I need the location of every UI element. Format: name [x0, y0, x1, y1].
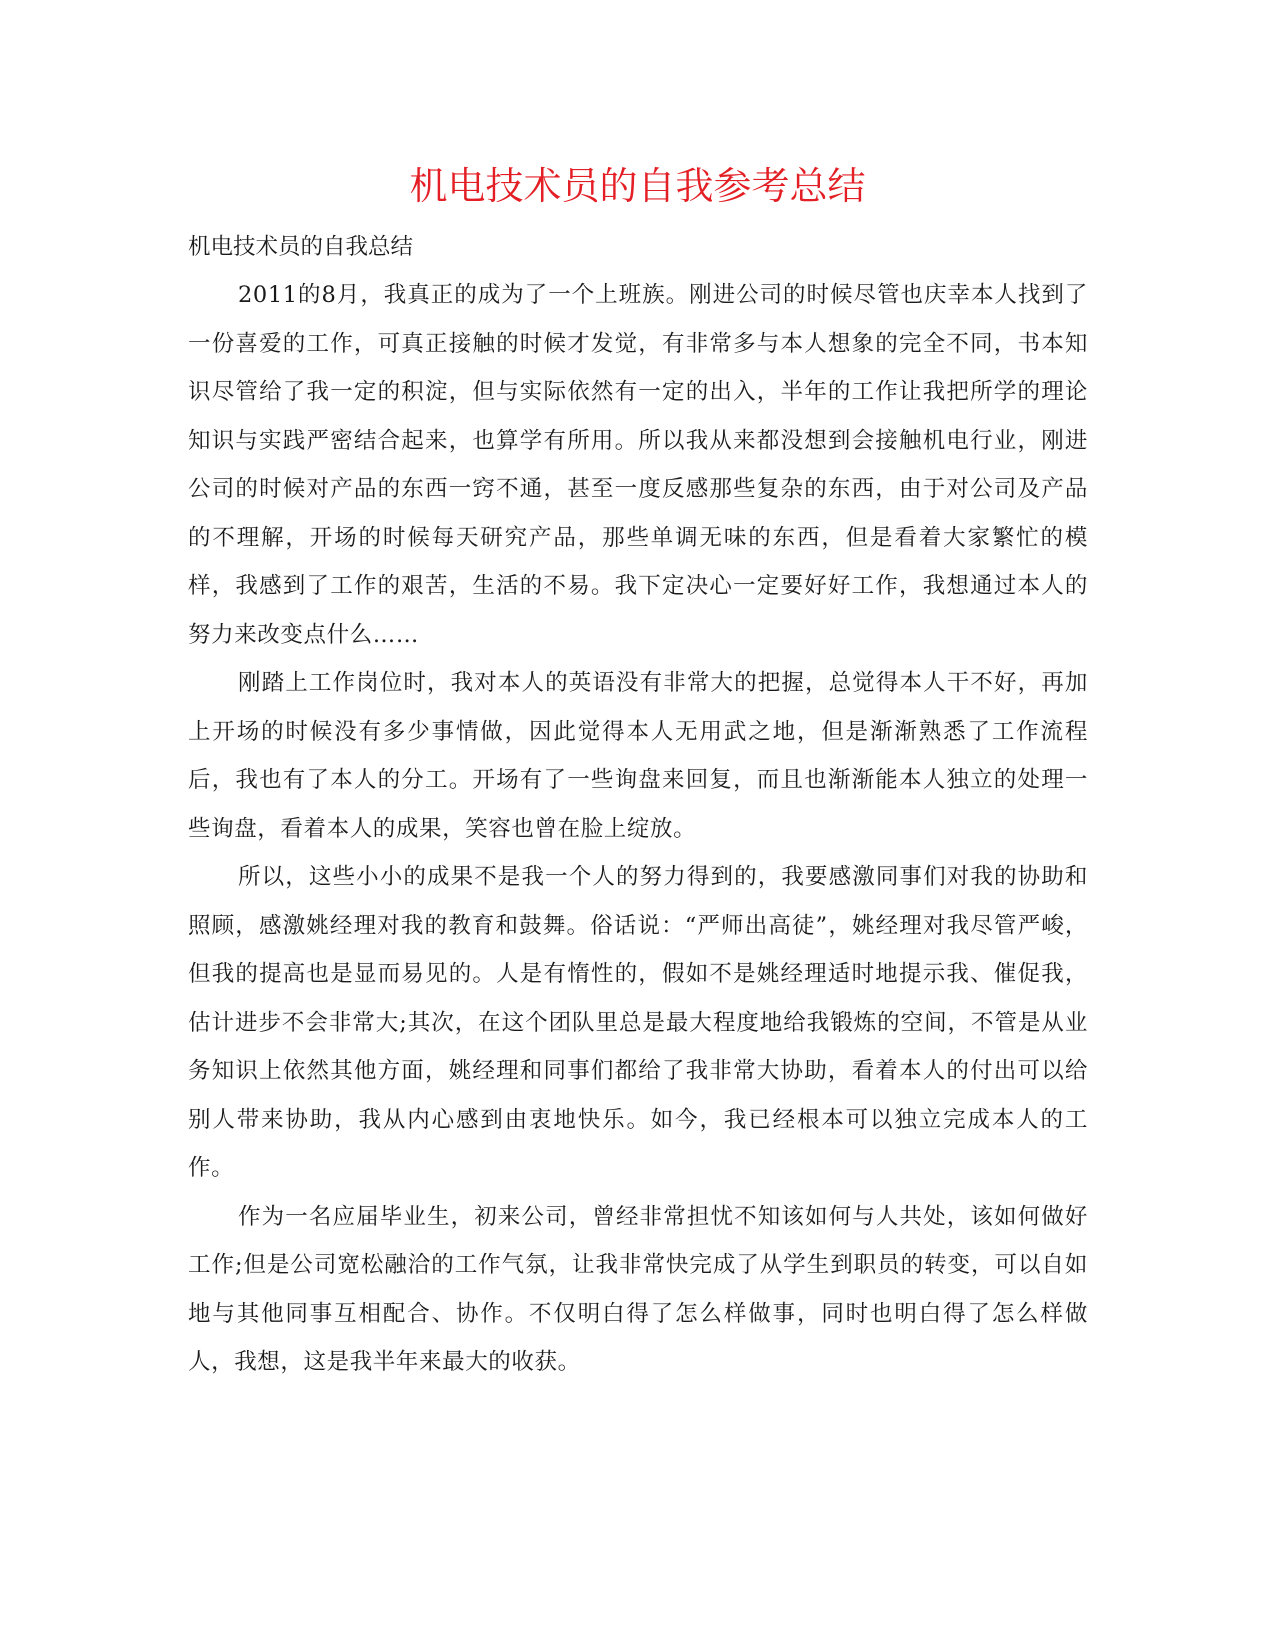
- document-subtitle: 机电技术员的自我总结: [188, 234, 414, 260]
- paragraph-4: 作为一名应届毕业生，初来公司，曾经非常担忧不知该如何与人共处，该如何做好工作;但是公司宽松融洽的工作气氛，让我非常快完成了从学生到职员的转变，可以自如地与其他同事互相配合、协作。不仅明白得了怎么样做事，同时也明白得了怎么样做人，我想，这是我半年来最大的收获。: [188, 1203, 1088, 1375]
- document-title: 机电技术员的自我参考总结: [409, 164, 866, 208]
- paragraph-3: 所以，这些小小的成果不是我一个人的努力得到的，我要感激同事们对我的协助和照顾，感激姚经理对我的教育和鼓舞。俗话说：“严师出高徒”，姚经理对我尽管严峻，但我的提高也是显而易见的。人是有惰性的，假如不是姚经理适时地提示我、催促我，估计进步不会非常大;其次，在这个团队里总是最大程度地给我锻炼的空间，不管是从业务知识上依然其他方面，姚经理和同事们都给了我非常大协助，看着本人的付出可以给别人带来协助，我从内心感到由衷地快乐。如今，我已经根本可以独立完成本人的工作。: [188, 864, 1088, 1181]
- paragraph-2: 刚踏上工作岗位时，我对本人的英语没有非常大的把握，总觉得本人干不好，再加上开场的时候没有多少事情做，因此觉得本人无用武之地，但是渐渐熟悉了工作流程后，我也有了本人的分工。开场有了一些询盘来回复，而且也渐渐能本人独立的处理一些询盘，看着本人的成果，笑容也曾在脸上绽放。: [188, 670, 1088, 842]
- document-body: [188, 223, 1088, 1387]
- paragraph-1: 2011的8月，我真正的成为了一个上班族。刚进公司的时候尽管也庆幸本人找到了一份喜爱的工作，可真正接触的时候才发觉，有非常多与本人想象的完全不同，书本知识尽管给了我一定的积淀，但与实际依然有一定的出入，半年的工作让我把所学的理论知识与实践严密结合起来，也算学有所用。所以我从来都没想到会接触机电行业，刚进公司的时候对产品的东西一窍不通，甚至一度反感那些复杂的东西，由于对公司及产品的不理解，开场的时候每天研究产品，那些单调无味的东西，但是看着大家繁忙的模样，我感到了工作的艰苦，生活的不易。我下定决心一定要好好工作，我想通过本人的努力来改变点什么……: [188, 282, 1088, 648]
